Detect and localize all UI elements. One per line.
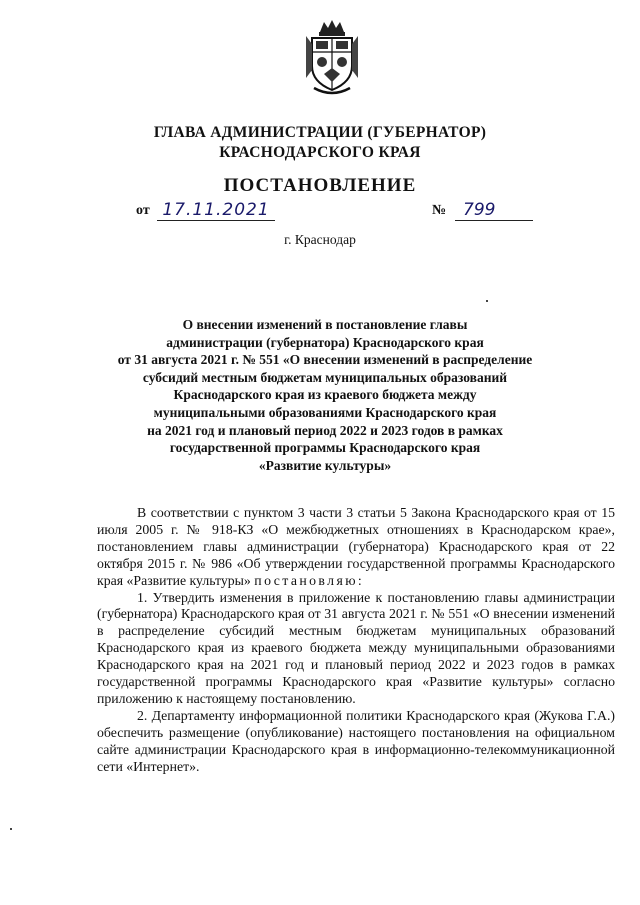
title-line: субсидий местным бюджетам муниципальных образований [142, 369, 508, 385]
title-line: государственной программы Краснодарского края [169, 440, 481, 456]
resolve-word: постановляю: [254, 572, 365, 588]
title-line: «Развитие культуры» [258, 457, 392, 473]
authority-name-line2: КРАСНОДАРСКОГО КРАЯ [219, 144, 421, 161]
number-prefix: № [432, 203, 447, 218]
item-2-paragraph: 2. Департаменту информационной политики Краснодарского края (Жукова Г.А.) обеспечить размещение (опубликование) настоящего постановления на официальном сайте администрации Краснодарского края в информационно-телекоммуникационной сети «Интернет». [97, 707, 615, 774]
title-line: на 2021 год и плановый период 2022 и 2023 годов в рамках [147, 422, 503, 438]
authority-name-line1: ГЛАВА АДМИНИСТРАЦИИ (ГУБЕРНАТОР) [153, 124, 487, 141]
title-line: Краснодарского края из краевого бюджета между [173, 387, 477, 403]
scan-artifact [486, 300, 488, 302]
title-line: от 31 августа 2021 г. № 551 «О внесении изменений в распределение [117, 352, 533, 368]
document-body [97, 505, 615, 776]
document-number-handwritten: 799 [455, 200, 533, 221]
title-line: муниципальными образованиями Краснодарского края [153, 404, 497, 420]
preamble-paragraph [97, 505, 615, 590]
date-prefix: от [136, 203, 150, 218]
city-label: г. Краснодар [284, 232, 356, 247]
krasnodar-coat-of-arms-emblem [302, 18, 362, 98]
document-title [90, 316, 560, 474]
preamble-text: В соответствии с пунктом 3 части 3 статьи 5 Закона Краснодарского края от 15 июля 2005 г. № 918-КЗ «О межбюджетных отношениях в Краснодарском крае», постановлением главы администрации (губернатора) Краснодарского края от 22 октября 2015 г. № 986 «Об утверждении государственной программы Краснодарского края «Развитие культуры» [97, 505, 615, 588]
document-type-heading: ПОСТАНОВЛЕНИЕ [223, 175, 417, 196]
title-line: О внесении изменений в постановление главы [182, 317, 468, 332]
title-line: администрации (губернатора) Краснодарского края [166, 334, 484, 350]
document-date-handwritten: 17.11.2021 [157, 200, 275, 221]
item-1-paragraph: 1. Утвердить изменения в приложение к постановлению главы администрации (губернатора) Краснодарского края от 31 августа 2021 г. № 551 «О внесении изменений в распределение субсидий местным бюджетам муниципальных образований Краснодарского края из краевого бюджета между муниципальными образованиями Краснодарского края на 2021 год и плановый период 2022 и 2023 годов в рамках государственной программы Краснодарского края «Развитие культуры» согласно приложению к настоящему постановлению. [97, 589, 615, 706]
scan-artifact [10, 828, 12, 830]
